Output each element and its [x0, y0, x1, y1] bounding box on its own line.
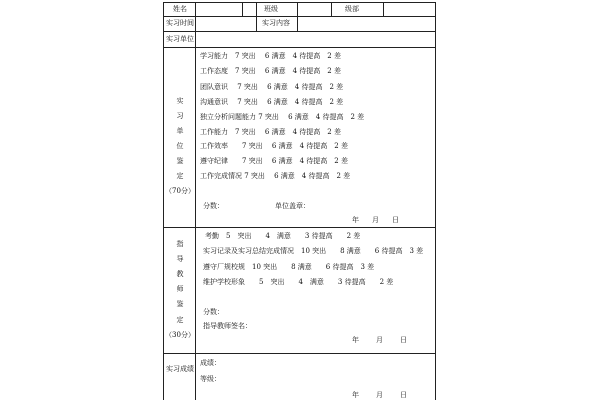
class-label: 班级 — [264, 5, 278, 13]
unit-title-char: 实 — [176, 97, 184, 105]
row-divider — [163, 353, 435, 354]
unit-eval-item: 遵守纪律 7 突出 6 满意 4 待提高 2 差 — [200, 157, 348, 165]
teacher-sign-label: 指导教师签名： — [203, 322, 252, 330]
result-date-day: 日 — [400, 391, 407, 399]
name-label: 姓名 — [173, 5, 187, 13]
column-divider — [331, 2, 332, 16]
unit-eval-item: 团队意识 7 突出 6 满意 4 待提高 2 差 — [200, 83, 344, 91]
teacher-title-char: 鉴 — [176, 300, 184, 308]
unit-eval-item: 工作效率 7 突出 6 满意 4 待提高 2 差 — [200, 142, 348, 150]
teacher-title-char: 教 — [176, 270, 184, 278]
row-divider — [163, 227, 435, 228]
table-border-left — [163, 2, 164, 400]
unit-title-char: 习 — [176, 112, 184, 120]
teacher-eval-item: 遵守厂规校规 10 突出 8 满意 6 待提高 3 差 — [203, 263, 375, 271]
unit-eval-item: 工作能力 7 突出 6 满意 4 待提高 2 差 — [200, 128, 341, 136]
column-divider — [256, 2, 257, 31]
teacher-score-note: （30分） — [165, 331, 195, 339]
result-score-label: 成绩： — [200, 359, 221, 367]
table-border-top — [163, 2, 435, 3]
unit-eval-item: 工作态度 7 突出 6 满意 4 待提高 2 差 — [200, 67, 341, 75]
unit-eval-item: 独立分析问题能力 7 突出 6 满意 4 待提高 2 差 — [200, 113, 365, 121]
row-divider — [163, 31, 435, 32]
teacher-date-day: 日 — [400, 336, 407, 344]
unit-date-month: 月 — [372, 216, 379, 224]
unit-score-note: （70分） — [165, 187, 195, 195]
unit-title-char: 位 — [176, 142, 184, 150]
unit-seal-label: 单位盖章： — [275, 202, 310, 210]
teacher-eval-item: 考勤 5 突出 4 满意 3 待提高 2 差 — [205, 232, 361, 240]
unit-date-day: 日 — [392, 216, 399, 224]
column-divider — [383, 2, 384, 16]
teacher-title-char: 导 — [176, 255, 184, 263]
result-label: 实习成绩 — [166, 365, 194, 373]
internship-unit-label: 实习单位 — [166, 35, 194, 43]
unit-date-year: 年 — [352, 216, 359, 224]
unit-score-label: 分数： — [203, 202, 224, 210]
column-divider — [297, 2, 298, 31]
teacher-eval-item: 实习记录及实习总结完成情况 10 突出 8 满意 6 待提高 3 差 — [203, 247, 424, 255]
internship-content-label: 实习内容 — [262, 19, 290, 27]
teacher-title-char: 指 — [176, 240, 184, 248]
teacher-eval-item: 维护学校形象 5 突出 4 满意 3 待提高 2 差 — [203, 278, 394, 286]
teacher-date-year: 年 — [352, 336, 359, 344]
table-border-right — [435, 2, 436, 400]
unit-title-char: 单 — [176, 127, 184, 135]
column-divider — [242, 2, 243, 16]
grade-label: 级部 — [345, 5, 359, 13]
unit-eval-item: 学习能力 7 突出 6 满意 4 待提高 2 差 — [200, 52, 341, 60]
unit-eval-item: 工作完成情况 7 突出 6 满意 4 待提高 2 差 — [200, 172, 351, 180]
internship-time-label: 实习时间 — [166, 19, 194, 27]
row-divider — [163, 16, 435, 17]
teacher-date-month: 月 — [376, 336, 383, 344]
teacher-score-label: 分数： — [203, 308, 224, 316]
unit-eval-item: 沟通意识 7 突出 6 满意 4 待提高 2 差 — [200, 98, 344, 106]
row-divider — [163, 47, 435, 48]
teacher-title-char: 师 — [176, 285, 184, 293]
unit-title-char: 定 — [176, 172, 184, 180]
result-level-label: 等级： — [200, 375, 221, 383]
column-divider — [195, 2, 196, 400]
result-date-month: 月 — [376, 391, 383, 399]
unit-title-char: 鉴 — [176, 157, 184, 165]
result-date-year: 年 — [352, 391, 359, 399]
teacher-title-char: 定 — [176, 316, 184, 324]
